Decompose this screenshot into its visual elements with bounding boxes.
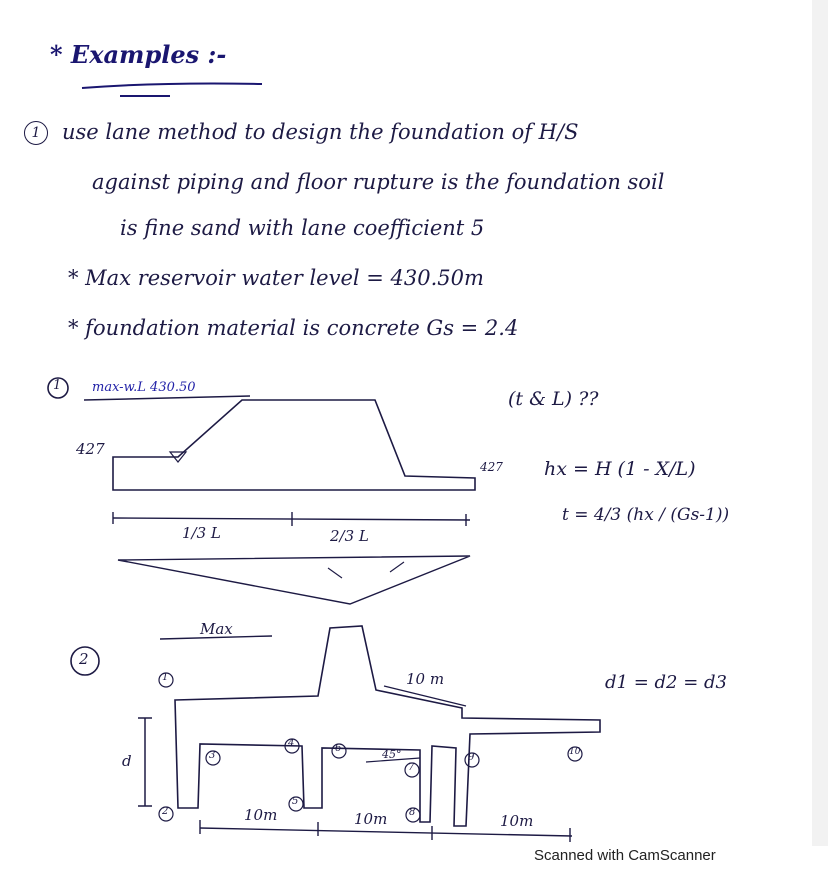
max-label: Max <box>200 620 233 638</box>
segment-right-label: 2/3 L <box>330 527 369 545</box>
equal-depths-formula: d1 = d2 = d3 <box>605 672 727 693</box>
left-level-label: 427 <box>76 440 105 458</box>
problem-line-2: against piping and floor rupture is the foundation soil <box>92 170 665 194</box>
scan-shadow-edge <box>812 0 828 846</box>
top-10m-label: 10 m <box>406 670 445 688</box>
problem-number: 1 <box>31 125 41 141</box>
spacing-label-3: 10m <box>500 812 534 830</box>
spacing-label-2: 10m <box>354 810 388 828</box>
point-label-3: 3 <box>209 750 216 761</box>
problem-line-1: use lane method to design the foundation of H/S <box>62 120 579 144</box>
point-label-2: 2 <box>162 806 169 817</box>
formula-t: t = 4/3 (hx / (Gs-1)) <box>562 505 730 525</box>
point-label-5: 5 <box>292 796 299 807</box>
right-level-label: 427 <box>480 460 503 474</box>
point-label-4: 4 <box>288 738 295 749</box>
max-water-level-label: max-w.L 430.50 <box>92 380 196 395</box>
point-label-1: 1 <box>162 672 169 683</box>
point-label-9: 9 <box>468 752 475 763</box>
point-label-6: 6 <box>335 743 342 754</box>
depth-label: d <box>122 752 132 770</box>
figure-2-number: 2 <box>79 650 89 668</box>
angle-label: 45° <box>382 748 402 761</box>
camscanner-watermark: Scanned with CamScanner <box>534 847 716 864</box>
figure-1-number: 1 <box>53 378 62 393</box>
examples-heading: * Examples :- <box>50 40 227 69</box>
question-t-and-l: (t & L) ?? <box>508 388 599 410</box>
point-label-8: 8 <box>409 807 416 818</box>
point-label-10: 10 <box>569 747 581 757</box>
point-label-7: 7 <box>408 762 415 773</box>
given-concrete: * foundation material is concrete Gs = 2.4 <box>68 316 519 340</box>
formula-hx: hx = H (1 - X/L) <box>544 458 696 480</box>
spacing-label-1: 10m <box>244 806 278 824</box>
problem-line-3: is fine sand with lane coefficient 5 <box>120 216 485 240</box>
given-water-level: * Max reservoir water level = 430.50m <box>68 266 484 290</box>
segment-left-label: 1/3 L <box>182 524 221 542</box>
